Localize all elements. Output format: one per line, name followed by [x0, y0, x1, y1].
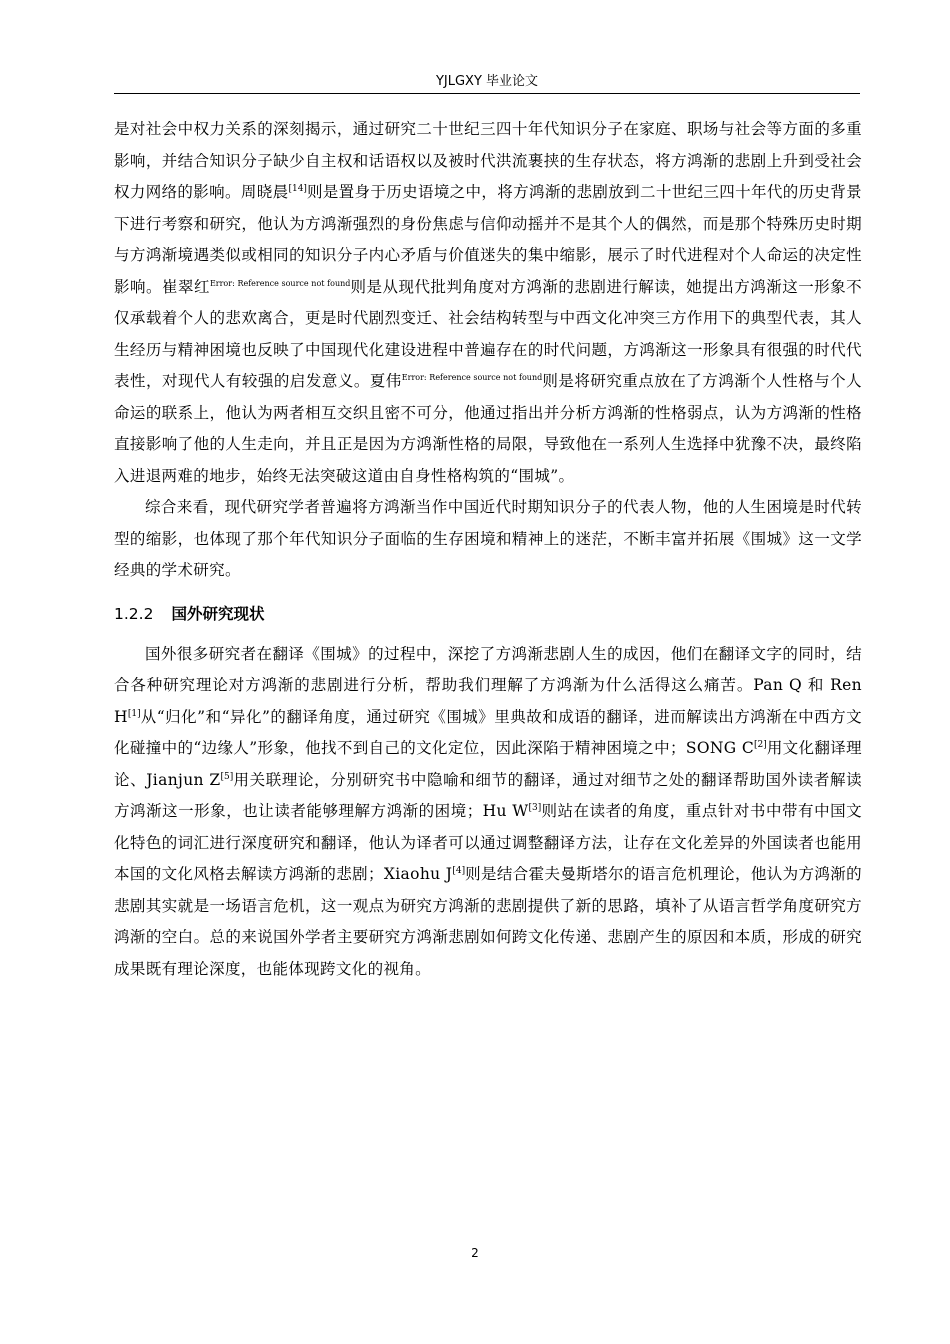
- text-run: 则是从现代批判角度对方鸿渐的悲剧进行解读，她提出方鸿渐这一形象不仅承载着个人的悲欢离合，更是时代剧烈变迁、社会结构转型与中西文化冲突三方作用下的典型代表，其人生经历与精神困境也反映了中国现代化建设进程中普遍存在的时代问题，方鸿渐这一形象具有很强的时代代表性，对现代人有较强的启发意义。夏伟: [114, 277, 863, 390]
- text-run: 国外很多研究者在翻译《围城》的过程中，深挖了方鸿渐悲剧人生的成因，他们在翻译文字的同时，结合各种研究理论对方鸿渐的悲剧进行分析，帮助我们理解了方鸿渐为什么活得这么痛苦。Pan Q 和 Ren H: [114, 644, 862, 726]
- citation: [2]: [754, 739, 767, 750]
- body-text: [114, 114, 862, 985]
- citation: [3]: [528, 802, 542, 813]
- paragraph-domestic-review-continued: [114, 114, 862, 492]
- citation: [5]: [220, 771, 234, 782]
- section-title: 国外研究现状: [171, 604, 265, 623]
- citation: [4]: [452, 865, 466, 876]
- citation-error: Error: Reference source not found: [209, 278, 351, 288]
- text-run: 是对社会中权力关系的深刻揭示，通过研究二十世纪三四十年代知识分子在家庭、职场与社会等方面的多重影响，并结合知识分子缺少自主权和话语权以及被时代洪流裹挟的生存状态，将方鸿渐的悲剧上升到受社会权力网络的影响。周晓晨: [114, 120, 862, 201]
- citation: [1]: [127, 708, 141, 719]
- text-run: 则是将研究重点放在了方鸿渐个人性格与个人命运的联系上，他认为两者相互交织且密不可分，他通过指出并分析方鸿渐的性格弱点，认为方鸿渐的性格直接影响了他的人生走向，并且正是因为方鸿渐性格的局限，导致他在一系列人生选择中犹豫不决，最终陷入进退两难的地步，始终无法突破这道由自身性格构筑的“围城”。: [114, 372, 862, 485]
- citation-error: Error: Reference source not found: [401, 372, 543, 382]
- page-header: YJLGXY 毕业论文: [435, 74, 539, 89]
- paragraph-foreign-review: [114, 639, 862, 986]
- paragraph-summary: 综合来看，现代研究学者普遍将方鸿渐当作中国近代时期知识分子的代表人物，他的人生困境是时代转型的缩影，也体现了那个年代知识分子面临的生存困境和精神上的迷茫，不断丰富并拓展《围城》这一文学经典的学术研究。: [114, 498, 862, 579]
- text-run: 则站在读者的角度，重点针对书中带有中国文化特色的词汇进行深度研究和翻译，他认为译者可以通过调整翻译方法，让存在文化差异的外国读者也能用本国的文化风格去解读方鸿渐的悲剧；Xiaohu J: [114, 802, 862, 883]
- section-heading: [114, 599, 862, 629]
- text-run: 用关联理论，分别研究书中隐喻和细节的翻译，通过对细节之处的翻译帮助国外读者解读方鸿渐这一形象，也让读者能够理解方鸿渐的困境；Hu W: [114, 770, 862, 820]
- header-rule: [114, 93, 860, 94]
- text-run: 则是结合霍夫曼斯塔尔的语言危机理论，他认为方鸿渐的悲剧其实就是一场语言危机，这一观点为研究方鸿渐的悲剧提供了新的思路，填补了从语言哲学角度研究方鸿渐的空白。总的来说国外学者主要研究方鸿渐悲剧如何跨文化传递、悲剧产生的原因和本质，形成的研究成果既有理论深度，也能体现跨文化的视角。: [114, 865, 862, 978]
- citation: [14]: [288, 183, 307, 194]
- section-number: 1.2.2: [114, 604, 154, 623]
- text-run: 从“归化”和“异化”的翻译角度，通过研究《围城》里典故和成语的翻译，进而解读出方鸿渐在中西方文化碰撞中的“边缘人”形象，他找不到自己的文化定位，因此深陷于精神困境之中；SONG C: [114, 707, 862, 757]
- text-run: 用文化翻译理论、Jianjun Z: [114, 739, 862, 789]
- page-number: 2: [471, 1246, 479, 1260]
- text-run: 则是置身于历史语境之中，将方鸿渐的悲剧放到二十世纪三四十年代的历史背景下进行考察和研究，他认为方鸿渐强烈的身份焦虑与信仰动摇并不是其个人的偶然，而是那个特殊历史时期与方鸿渐境遇类似或相同的知识分子内心矛盾与价值迷失的集中缩影，展示了时代进程对个人命运的决定性影响。崔翠红: [114, 183, 862, 296]
